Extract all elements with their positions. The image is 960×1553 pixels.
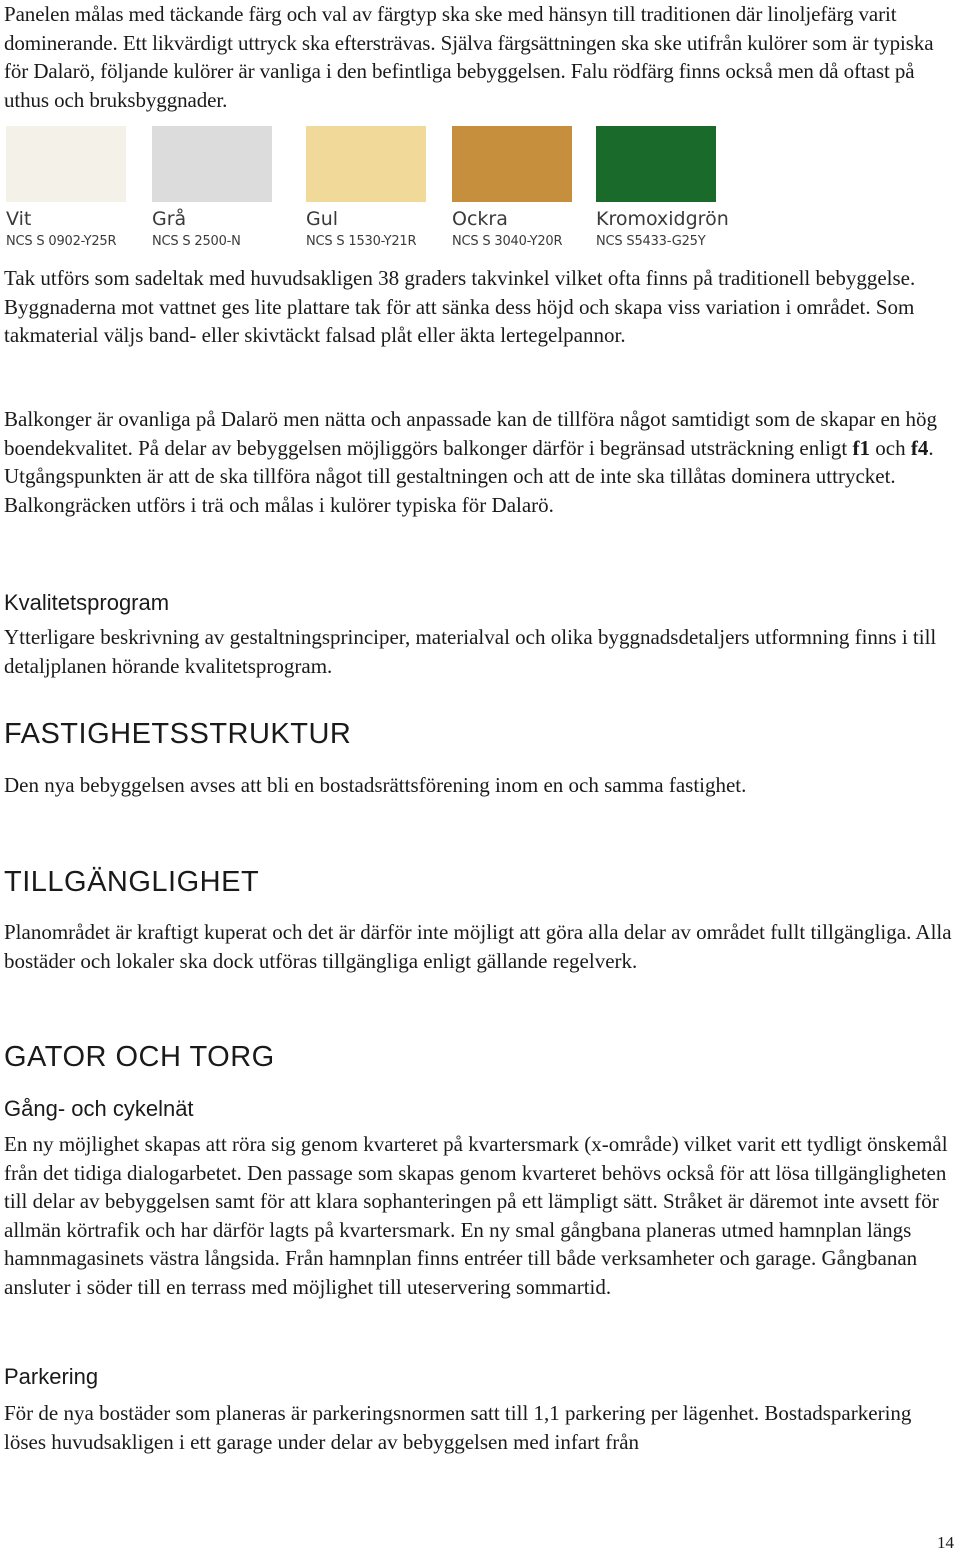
parking-paragraph: För de nya bostäder som planeras är parkeringsnormen satt till 1,1 parkering per lägenhet. Bostadsparkering löses huvudsakligen i ett garage under delar av bebyggelsen med infart från [4,1401,912,1454]
swatch-code: NCS S 1530-Y21R [306,234,417,249]
swatch-name: Vit [6,208,32,230]
swatch-code: NCS S 0902-Y25R [6,234,117,249]
parking-subheading: Parkering [4,1364,99,1389]
property-heading: FASTIGHETSSTRUKTUR [4,718,352,750]
swatch-name: Grå [152,208,187,230]
balcony-ref-f1: f1 [852,435,871,460]
access-paragraph: Planområdet är kraftigt kuperat och det är därför inte möjligt att göra alla delar av området fullt tillgängliga. Alla bostäder och lokaler ska dock utföras tillgängliga enligt gällande regelverk. [4,920,952,973]
swatch-chip [152,126,272,202]
swatch-chip [6,126,126,202]
roof-paragraph: Tak utförs som sadeltak med huvudsakligen 38 graders takvinkel vilket ofta finns på traditionell bebyggelse. Byggnaderna mot vattnet ges lite plattare tak för att sänka dess höjd och skapa viss variation i området. Som takmaterial väljs band- eller skivtäckt falsad plåt eller äkta lertegelpannor. [4,266,916,347]
swatch-name: Ockra [452,208,508,230]
swatch-chip [596,126,716,202]
color-swatches [0,126,740,252]
swatch-ockra [452,126,576,249]
streets-heading: GATOR OCH TORG [4,1041,275,1073]
swatch-gra [152,126,276,249]
swatch-code: NCS S 3040-Y20R [452,234,563,249]
swatch-code: NCS S 2500-N [152,234,241,249]
swatch-kromoxidgron [596,126,729,249]
swatch-code: NCS S5433-G25Y [596,234,706,249]
quality-paragraph: Ytterligare beskrivning av gestaltningsprinciper, materialval och olika byggnadsdetaljers utformning finns i till detaljplanen hörande kvalitetsprogram. [4,625,937,678]
swatch-vit [6,126,130,249]
swatch-name: Kromoxidgrön [596,208,729,230]
balcony-text-3: . Utgångspunkten är att de ska tillföra något till gestaltningen och att de inte ska tillåtas dominera uttrycket. Balkongräcken utförs i trä och målas i kulörer typiska för Dalarö. [4,435,934,517]
balcony-text-1: Balkonger är ovanliga på Dalarö men nätta och anpassade kan de tillföra något samtidigt som de skapar en hög boendekvalitet. På delar av bebyggelsen möjliggörs balkonger därför i begränsad utsträckning enligt [4,407,938,460]
streets-paragraph: En ny möjlighet skapas att röra sig genom kvarteret på kvartersmark (x-område) vilket varit ett tydligt önskemål från det tidiga dialogarbetet. Den passage som skapas genom kvarteret behövs också för att lösa tillgängligheten till delar av bebyggelsen samt för att klara sophanteringen på ett lämpligt sätt. Stråket är däremot inte avsett för allmän körtrafik och har därför lagts på kvartersmark. En ny smal gångbana planeras utmed hamnplan längs hamnmagasinets västra långsida. Från hamnplan finns entréer till både verksamheter och garage. Gångbanan ansluter i söder till en terrass med möjlighet till uteservering sommartid. [4,1132,948,1299]
swatch-chip [306,126,426,202]
balcony-text-2: och [870,435,911,460]
access-heading: TILLGÄNGLIGHET [4,866,260,898]
swatch-chip [452,126,572,202]
balcony-paragraph [4,405,954,519]
quality-heading: Kvalitetsprogram [4,590,170,615]
swatch-name: Gul [306,208,339,230]
swatch-gul [306,126,430,249]
streets-subheading: Gång- och cykelnät [4,1096,194,1121]
intro-paragraph: Panelen målas med täckande färg och val av färgtyp ska ske med hänsyn till traditionen där linoljefärg varit dominerande. Ett likvärdigt uttryck ska eftersträvas. Själva färgsättningen ska ske utifrån kulörer som är typiska för Dalarö, följande kulörer är vanliga i den befintliga bebyggelsen. Falu rödfärg finns också men då oftast på uthus och bruksbyggnader. [4,2,934,112]
page-number: 14 [937,1533,954,1552]
balcony-ref-f4: f4 [910,435,929,460]
property-paragraph: Den nya bebyggelsen avses att bli en bostadsrättsförening inom en och samma fastighet. [4,773,747,797]
